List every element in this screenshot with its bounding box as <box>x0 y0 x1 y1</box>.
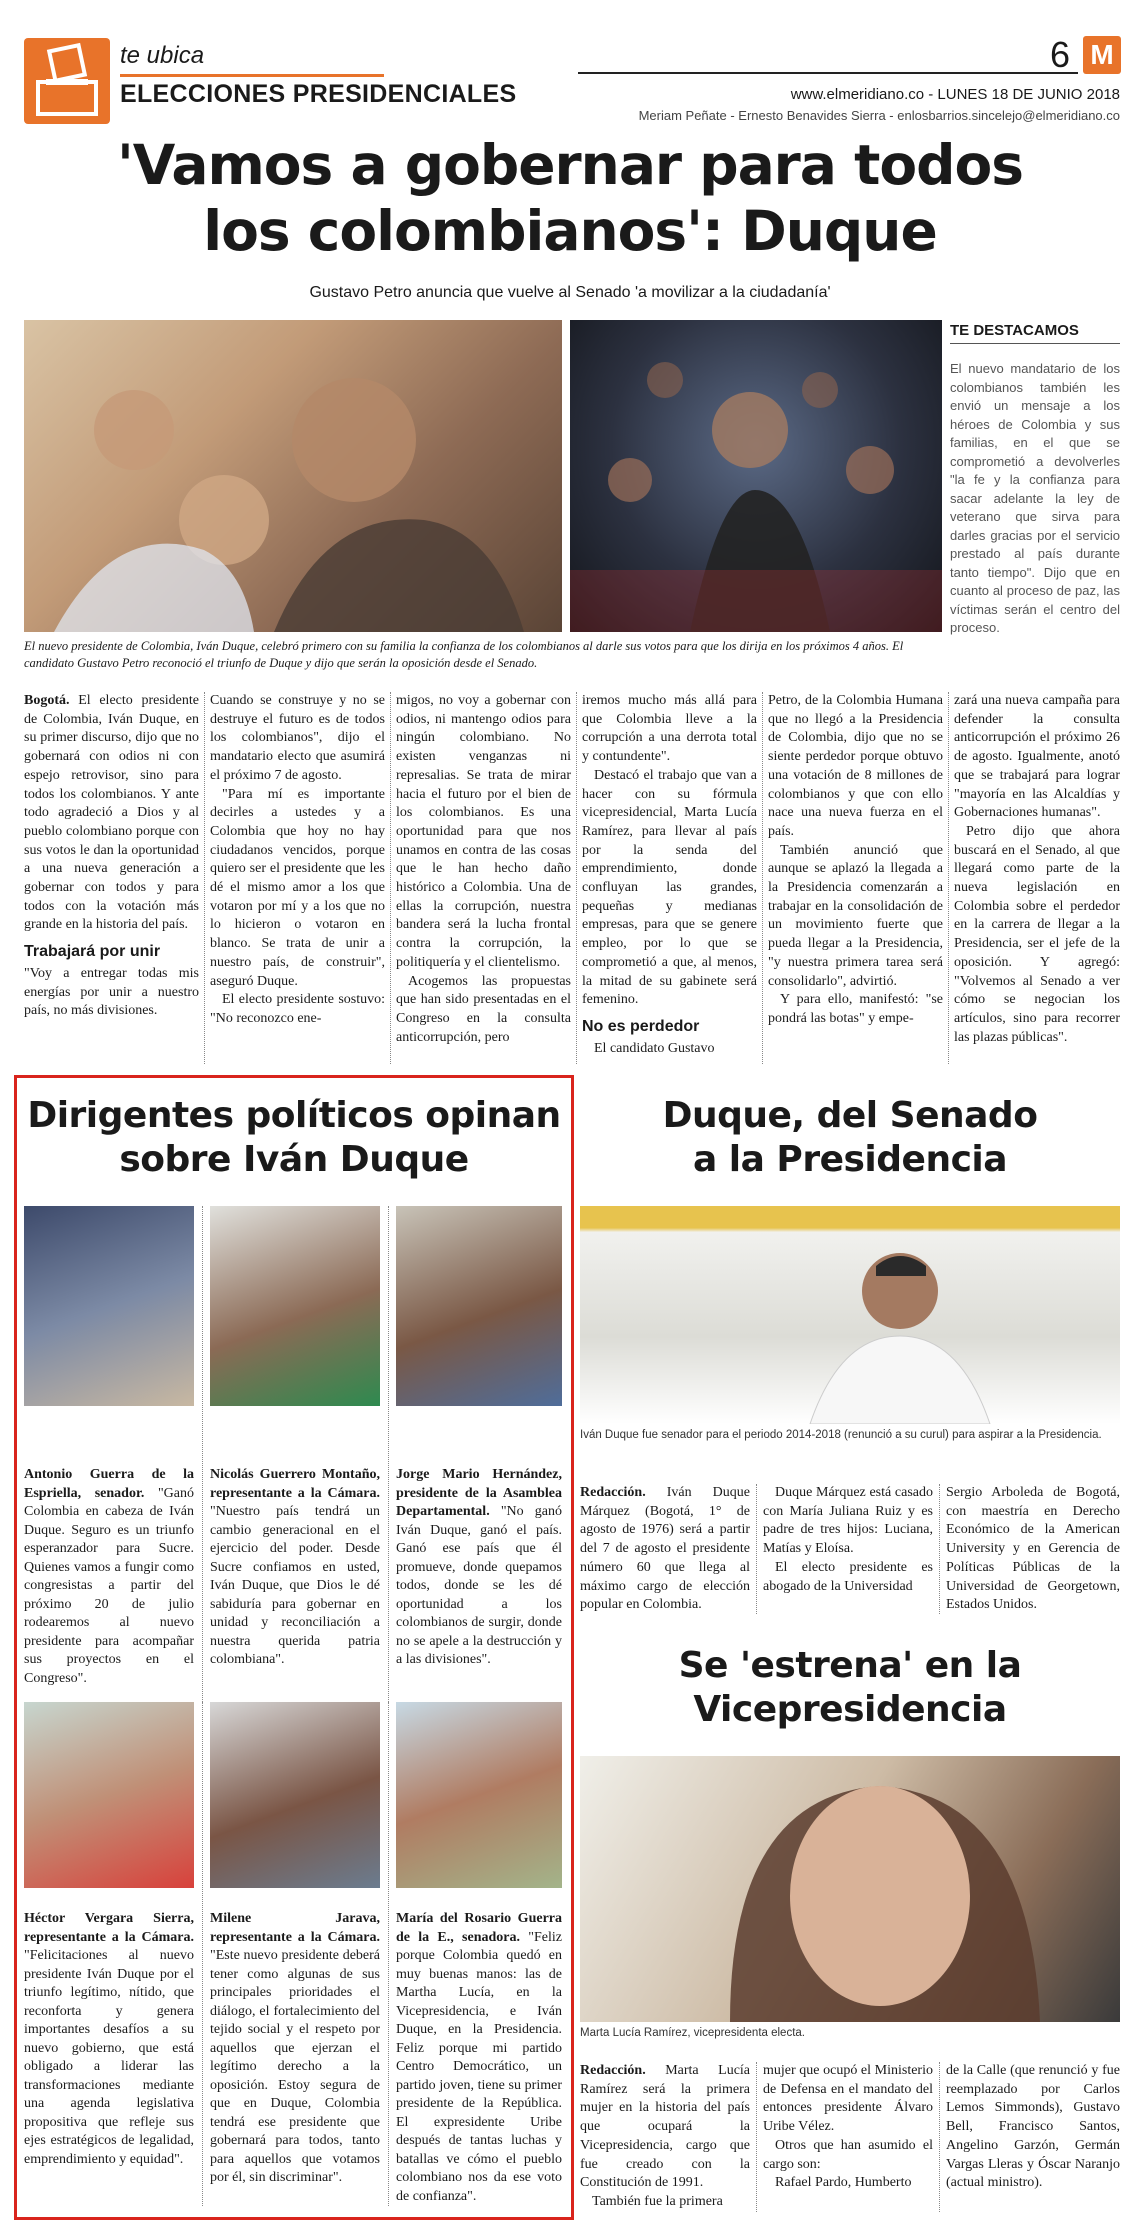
headline-line-1: 'Vamos a gobernar para todos <box>116 133 1024 197</box>
vice-photo-caption: Marta Lucía Ramírez, vicepresidenta electa. <box>580 2027 805 2039</box>
marta-lucia-photo <box>580 1756 1120 2022</box>
senado-title-line-2: a la Presidencia <box>692 1139 1008 1180</box>
senado-title-line-1: Duque, del Senado <box>662 1095 1038 1136</box>
article-text: mujer que ocupó el Ministerio de Defensa en el mandato del entonces presidente Álvaro Uribe Vélez. <box>763 2063 933 2135</box>
opinion-author: Antonio Guerra de la Espriella, senador. <box>24 1467 194 1501</box>
article-text: Otros que han asumido el cargo son: <box>763 2137 933 2172</box>
opinion-quote: "Nuestro país tendrá un cambio generacional en el ejercicio del poder. Desde Sucre confiamos en usted, Iván Duque, que Dios le dé sabiduría para gobernar en unidad y reconciliación a nuestra querida patria colombiana". <box>210 1504 380 1667</box>
ballot-box-icon <box>24 38 110 124</box>
opinion-item <box>396 1466 562 1670</box>
article-subhead: No es perdedor <box>582 1017 700 1035</box>
article-col-1 <box>24 692 199 1021</box>
opinion-item <box>210 1910 380 2188</box>
dateline: Bogotá. <box>24 693 70 708</box>
dateline: Redacción. <box>580 2063 646 2078</box>
article-text: Destacó el trabajo que van a hacer con su fórmula vicepresidencial, Marta Lucía Ramírez, para llevar al país por la senda del emprendimiento, donde confluyan las grandes, pequeñas y medianas empresas, para que se genere empleo, por lo que se comprometió a que, al menos, la mitad de su gabinete será femenino. <box>582 767 757 1008</box>
senado-col-1 <box>580 1484 750 1615</box>
opinion-item <box>24 1466 194 1688</box>
opinion-quote: "Este nuevo presidente deberá tener como algunas de sus principales prioridades el diálogo, el fortalecimiento del tejido social y el respeto por aquellos que ejerzan el legítimo derecho a la oposición. Estoy segura de que en Duque, Colombia tendrá ese presidente que gobernará para todos, tanto para aquellos que votamos por él, sin discriminar". <box>210 1948 380 2185</box>
article-text: Rafael Pardo, Humberto <box>775 2175 912 2191</box>
column-rule <box>202 1702 203 2206</box>
dateline: Redacción. <box>580 1485 646 1500</box>
main-headline <box>20 132 1120 264</box>
article-text: Cuando se construye y no se destruye el futuro es de todos los colombianos", dijo el mandatario electo que asumirá el próximo 7 de agosto. <box>210 693 385 783</box>
section-kicker: te ubica <box>120 42 205 69</box>
vice-col-1 <box>580 2062 750 2212</box>
article-col-5 <box>768 692 943 1029</box>
portrait-hector-vergara <box>24 1702 194 1888</box>
article-text: Duque Márquez está casado con María Juliana Ruiz y es padre de tres hijos: Luciana, Matías y Eloísa. <box>763 1485 933 1557</box>
portrait-milene-jarava <box>210 1702 380 1888</box>
header-rule <box>578 72 1078 74</box>
article-text: iremos mucho más allá para que Colombia lleve a la corrupción a una derrota total y contundente". <box>582 693 757 765</box>
ballot-box-logo <box>24 38 110 124</box>
opinion-author: Nicolás Guerrero Montaño, representante a la Cámara. <box>210 1467 380 1501</box>
opinion-quote: "Felicitaciones al nuevo presidente Iván Duque por el triunfo legítimo, nítido, que reconforta y genera importantes desafíos a su nuevo gobierno, que está obligado a liderar las transformaciones mediante una agenda legislativa propositiva que refleje sus ejes estratégicos de legalidad, emprendimiento y equidad". <box>24 1948 194 2167</box>
senado-photo-caption: Iván Duque fue senador para el periodo 2014-2018 (renunció a su curul) para aspirar a la Presidencia. <box>580 1429 1102 1441</box>
section-title: ELECCIONES PRESIDENCIALES <box>120 80 517 108</box>
opinion-quote: "No ganó Iván Duque, ganó el país. Ganó ese país que él promueve, donde quepamos todos, donde se les dé oportunidad a los colombianos de surgir, donde no se apele a la destrucción y a las divisiones". <box>396 1504 562 1667</box>
headline-line-2: los colombianos': Duque <box>203 199 937 263</box>
column-rule <box>939 2062 940 2212</box>
column-rule <box>948 692 949 1064</box>
article-text: También anunció que aunque se aplazó la llegada a la Presidencia comenzarán a trabajar en la consolidación de un movimiento fuerte que pueda llegar a la Presidencia, "y nuestra primera tarea será consolidarlo", advirtió. <box>768 842 943 989</box>
column-rule <box>388 1702 389 2206</box>
article-text: zará una nueva campaña para defender la consulta anticorrupción el próximo 26 de agosto. Igualmente, anotó que se trabajará para lograr "mayoría en las Alcaldías y Gobernaciones humanas". <box>954 693 1120 821</box>
article-text: Iván Duque Márquez (Bogotá, 1° de agosto de 1976) será a partir del 7 de agosto el presidente número 60 que llega al máximo cargo de elección popular en Colombia. <box>580 1485 751 1613</box>
column-rule <box>388 1206 389 1712</box>
opinion-item <box>24 1910 194 2169</box>
authors-line: Meriam Peñate - Ernesto Benavides Sierra - enlosbarrios.sincelejo@elmeridiano.co <box>638 108 1120 123</box>
petro-rally-photo <box>570 320 942 632</box>
opinions-title: Dirigentes políticos opinan sobre Iván Duque <box>27 1095 561 1180</box>
vice-title-line-2: Vicepresidencia <box>693 1689 1007 1730</box>
duque-senate-photo <box>580 1206 1120 1424</box>
opinion-item <box>396 1910 562 2206</box>
opinion-author: Jorge Mario Hernández, presidente de la Asamblea Departamental. <box>396 1467 562 1519</box>
column-rule <box>756 1484 757 1614</box>
article-text: Marta Lucía Ramírez será la primera mujer en la historia del país que ocupará la Vicepresidencia, cargo que fue creado con la Constitución de 1991. <box>580 2063 751 2191</box>
opinion-author: María del Rosario Guerra de la E., senadora. <box>396 1911 562 1945</box>
column-rule <box>204 692 205 1064</box>
column-rule <box>939 1484 940 1614</box>
brand-logo: M <box>1083 36 1121 74</box>
article-subhead: Trabajará por unir <box>24 943 161 961</box>
article-text: También fue la primera <box>592 2193 723 2209</box>
article-col-6 <box>954 692 1120 1047</box>
column-rule <box>762 692 763 1064</box>
section-divider <box>120 74 384 77</box>
page-number: 6 <box>1050 34 1071 75</box>
article-text: migos, no voy a gobernar con odios, ni mantengo odios para ningún colombiano. No existen venganzas ni represalias. Se trata de mirar hacia el futuro por el bien de los colombianos. Es una oportunidad para que nos unamos en contra de las cosas que le han hecho daño histórico a Colombia. Una de ellas la corrupción, nuestra bandera será la lucha frontal contra la corrupción, la politiquería y el clientelismo. <box>396 693 571 970</box>
article-col-2 <box>210 692 385 1029</box>
vice-title-line-1: Se 'estrena' en la <box>678 1645 1022 1686</box>
column-rule <box>576 692 577 1064</box>
vice-col-3 <box>946 2062 1120 2193</box>
main-photo-caption: El nuevo presidente de Colombia, Iván Duque, celebró primero con su familia la confianza de los colombianos al darle sus votos para que los dirija en los próximos 4 años. El candidato Gustavo Petro reconoció el triunfo de Duque y dijo que serán la oposición desde el Senado. <box>24 639 904 670</box>
article-text: El electo presidente es abogado de la Universidad <box>763 1559 933 1594</box>
opinion-author: Héctor Vergara Sierra, representante a la Cámara. <box>24 1911 194 1945</box>
article-text: Acogemos las propuestas que han sido presentadas en el Congreso en la consulta anticorrupción, pero <box>396 973 571 1045</box>
article-col-3 <box>396 692 571 1047</box>
article-text: "Voy a entregar todas mis energías por unir a nuestro país, no más divisiones. <box>24 965 199 1019</box>
senado-col-3 <box>946 1484 1120 1615</box>
site-and-date: www.elmeridiano.co - LUNES 18 DE JUNIO 2018 <box>790 86 1120 103</box>
portrait-maria-del-rosario-guerra <box>396 1702 562 1888</box>
portrait-jorge-hernandez <box>396 1206 562 1406</box>
article-text: Petro, de la Colombia Humana que no llegó a la Presidencia de Colombia, dijo que no se siente perdedor porque obtuvo una votación de 8 millones de colombianos y que con ello nace una nueva fuerza en el país. <box>768 693 943 839</box>
destacamos-rule <box>950 343 1120 344</box>
portrait-antonio-guerra <box>24 1206 194 1406</box>
article-text: Petro dijo que ahora buscará en el Senado, al que llegará como parte de la nueva legislación en Colombia sobre el perdedor en la carrera de llegar a la Presidencia, ser el jefe de la oposición. Y agregó: "Volvemos al Senado a ver cómo se negocian los artículos, sino para recorrer las plazas públicas". <box>954 823 1120 1045</box>
opinion-item <box>210 1466 380 1670</box>
article-text: El electo presidente de Colombia, Iván Duque, en su primer discurso, dijo que no gobernará con odios ni con espejo retrovisor, sino para todos los colombianos. Y ante todo agradeció a Dios y al pueblo colombiano porque con sus votos le dan la oportunidad a una nueva generación a gobernar con todos y para todos con la votación más grande en la historia del país. <box>24 693 199 933</box>
destacamos-text: El nuevo mandatario de los colombianos también les envió un mensaje a los héroes de Colombia y sus familias, en el que se comprometió a devolverles "la fe y la confianza para sacar adelante la ley de veterano que sirva para darles gracias por el servicio prestado al país durante tanto tiempo". Dijo que en cuanto al proceso de paz, las víctimas serán el centro del proceso. <box>950 361 1120 635</box>
article-text: de la Calle (que renunció y fue reemplazado por Carlos Lemos Simmonds), Gustavo Bell, Francisco Santos, Angelino Garzón, Germán Vargas Lleras y Óscar Naranjo (actual ministro). <box>946 2063 1120 2191</box>
main-subhead: Gustavo Petro anuncia que vuelve al Senado 'a movilizar a la ciudadanía' <box>309 284 831 301</box>
senado-title <box>580 1094 1120 1182</box>
column-rule <box>756 2062 757 2212</box>
portrait-nicolas-guerrero <box>210 1206 380 1406</box>
article-text: "Para mí es importante decirles a ustedes y a Colombia que hoy no hay ciudadanos vencidos, porque quiero ser el presidente que les dé el mismo amor a los que votaron por mí y a los que no lo hicieron o votaron en blanco. Se trata de unir a nuestro país, de construir", aseguró Duque. <box>210 786 385 989</box>
duque-family-photo <box>24 320 562 632</box>
opinion-quote: "Feliz porque Colombia quedó en muy buenas manos: las de Martha Lucía, en la Vicepresidencia, e Iván Duque, en la Presidencia. Feliz porque mi partido Centro Democrático, un partido joven, tiene su primer presidente de la República. El expresidente Uribe después de tantas luchas y batallas ve cómo el pueblo colombiano nos da ese voto de confianza". <box>396 1929 562 2204</box>
opinion-quote: "Ganó Colombia en cabeza de Iván Duque. Seguro es un triunfo esperanzador para Sucre. Quienes vamos a fungir como congresistas a partir del próximo 20 de julio rodearemos al nuevo presidente para acompañar sus proyectos en el Congreso". <box>24 1485 194 1686</box>
column-rule <box>390 692 391 1064</box>
vice-title <box>580 1644 1120 1732</box>
article-text: Y para ello, manifestó: "se pondrá las botas" y empe- <box>768 992 943 1026</box>
article-text: Sergio Arboleda de Bogotá, con maestría en Derecho Económico de la American University y en Gerencia de Políticas Públicas de la Universidad de Georgetown, Estados Unidos. <box>946 1485 1120 1613</box>
article-text: El electo presidente sostuvo: "No reconozco ene- <box>210 992 385 1026</box>
opinion-author: Milene Jarava, representante a la Cámara. <box>210 1911 380 1945</box>
column-rule <box>202 1206 203 1712</box>
article-text: El candidato Gustavo <box>594 1040 715 1056</box>
destacamos-title: TE DESTACAMOS <box>950 322 1079 339</box>
vice-col-2 <box>763 2062 933 2193</box>
article-col-4 <box>582 692 757 1058</box>
senado-col-2 <box>763 1484 933 1596</box>
